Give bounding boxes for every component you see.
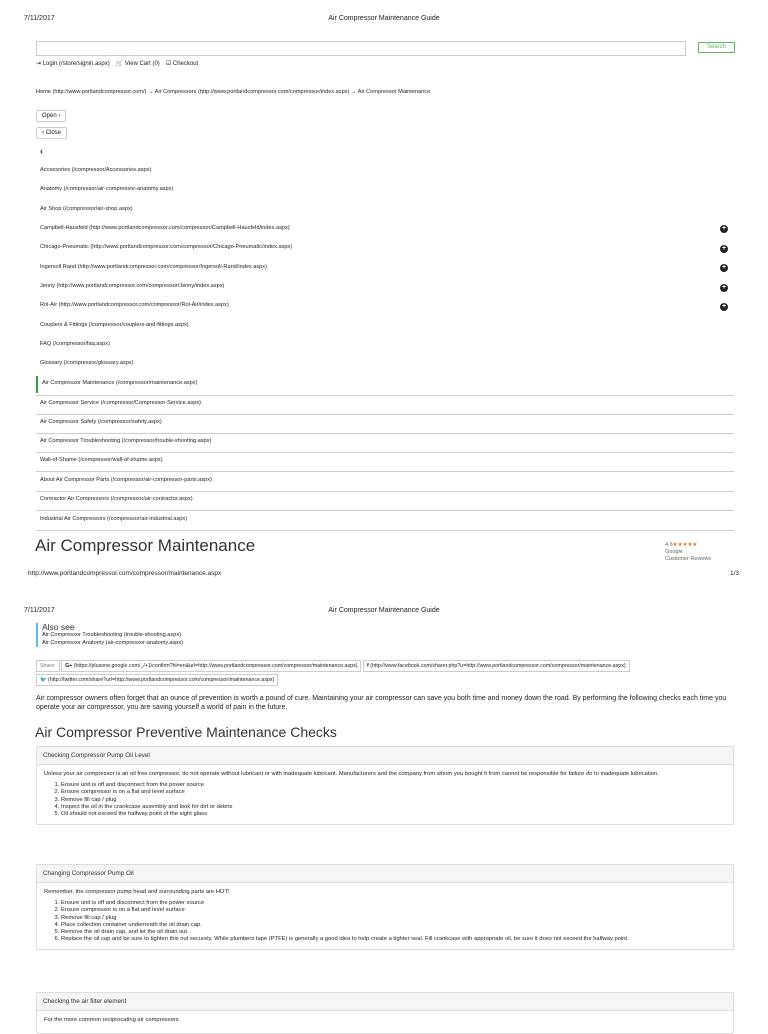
list-item: 4. Inspect the oil in the crankcase assembly and look for dirt or debris (61, 804, 726, 811)
nav-item-glossary[interactable]: Glossary (/compressor/glossary.aspx) (40, 360, 134, 366)
twitter-icon: 🐦 (40, 677, 47, 683)
also-see-link[interactable]: Air Compressor Troubleshooting (trouble-shooting.aspx) (42, 632, 181, 638)
top-links (36, 60, 198, 67)
section-heading: Air Compressor Preventive Maintenance Checks (35, 724, 337, 740)
google-plus-icon: G+ (65, 663, 73, 669)
list-item: 1. Ensure unit is off and disconnect from the power source (61, 900, 726, 907)
nav-item-contractor[interactable]: Contractor Air Compressors (/compressor/air-contractor.aspx) (40, 496, 193, 502)
facebook-icon: f (366, 663, 369, 669)
panel-change-oil (36, 864, 734, 950)
nav-item-rol-air[interactable]: Rol-Air (http://www.portlandcompressor.com/compressor/Rol-Air/index.aspx) (40, 302, 229, 308)
chevron-left-icon: ‹ (42, 130, 44, 136)
search-input[interactable] (36, 41, 686, 56)
panel-title: Checking the air filter element (37, 993, 733, 1011)
expand-plus-icon[interactable]: + (721, 264, 727, 271)
back-arrow-icon[interactable]: ‹ (40, 146, 43, 156)
nav-item-anatomy[interactable]: Anatomy (/compressor/air-compressor-anatomy.aspx) (40, 186, 174, 192)
nav-item-parts[interactable]: About Air Compressor Parts (/compressor/air-compressor-parts.aspx) (40, 477, 212, 483)
list-item: 2. Ensure compressor is on a flat and level surface (61, 907, 726, 914)
list-item: 4. Place collection container underneath the oil drain cap. (61, 922, 726, 929)
google-reviews-badge[interactable]: 4.6★★★★★ Google Customer Reviews (665, 542, 712, 562)
share-bar (36, 660, 630, 686)
checkout-link[interactable]: ☑ Checkout (165, 61, 199, 67)
panel-text: For the more common reciprocating air compressors (44, 1017, 179, 1023)
divider (36, 433, 734, 434)
list-item: 3. Remove fill cap / plug (61, 797, 726, 804)
active-indicator (36, 376, 38, 393)
panel-check-oil (36, 746, 734, 825)
panel-text: Remember, the compressor pump head and surrounding parts are HOT! (44, 889, 230, 895)
divider (36, 452, 734, 453)
nav-item-air-shop[interactable]: Air Shop (/compressor/air-shop.aspx) (40, 206, 133, 212)
star-rating-icon: ★★★★★ (672, 542, 698, 548)
nav-item-faq[interactable]: FAQ (/compressor/faq.aspx) (40, 341, 110, 347)
share-google-button[interactable]: G+ (https://plusone.google.com/_/+1/confirm?hl=en&url=http://www.portlandcompressor.com/compressor/maintenance.aspx) (61, 660, 361, 672)
list-item: 2. Ensure compressor is on a flat and level surface (61, 789, 726, 796)
cart-icon: 🛒 (115, 61, 124, 67)
divider (36, 530, 734, 531)
print-date: 7/11/2017 (24, 607, 55, 614)
view-cart-link[interactable]: 🛒 View Cart (0) (115, 61, 160, 67)
login-icon: ⇥ (36, 61, 42, 67)
nav-item-maintenance[interactable]: Air Compressor Maintenance (/compressor/maintenance.aspx) (42, 380, 198, 386)
divider (36, 471, 734, 472)
panel-title: Changing Compressor Pump Oil (37, 865, 733, 883)
print-title: Air Compressor Maintenance Guide (328, 607, 440, 614)
print-date: 7/11/2017 (24, 15, 55, 22)
expand-plus-icon[interactable]: + (721, 225, 727, 232)
nav-item-chicago-pneumatic[interactable]: Chicago-Pneumatic (http://www.portlandcompressor.com/compressor/Chicago-Pneumatic/index.aspx) (40, 244, 293, 250)
share-twitter-button[interactable]: 🐦 (http://twitter.com/share?url=http://www.portlandcompressor.com/compressor/maintenance.aspx) (36, 674, 278, 686)
divider (36, 395, 734, 396)
steps-list (44, 782, 726, 818)
breadcrumb[interactable]: Home (http://www.portlandcompressor.com/) → Air Compressors (http://www.portlandcompressor.com/compressor/index.aspx) → Air Compressor Maintenance (36, 89, 431, 95)
list-item: 3. Remove fill cap / plug (61, 915, 726, 922)
list-item: 6. Replace the oil cap and be sure to tighten this nut securely. While plumbers tape (PTFE) is generally a good idea to help create a tighter seal. Fill crankcase with appropriate oil, be sure it does not exceed the halfway point. (61, 936, 726, 943)
nav-item-service[interactable]: Air Compressor Service (/compressor/Compressor-Service.aspx) (40, 400, 202, 406)
expand-plus-icon[interactable]: + (721, 245, 727, 252)
footer-url: http://www.portlandcompressor.com/compressor/maintenance.aspx (28, 570, 222, 577)
list-item: 5. Remove the oil drain cap, and let the oil drain out. (61, 929, 726, 936)
expand-plus-icon[interactable]: + (721, 303, 727, 310)
close-button[interactable]: ‹ Close (36, 127, 67, 139)
search-button[interactable]: Search (698, 42, 735, 53)
nav-item-jenny[interactable]: Jenny (http://www.portlandcompressor.com/compressor/Jenny/index.aspx) (40, 283, 225, 289)
chevron-right-icon: › (58, 113, 61, 119)
nav-item-campbell-hausfeld[interactable]: Campbell-Hausfeld (http://www.portlandcompressor.com/compressor/Campbell-Hausfeld/index.aspx) (40, 225, 290, 231)
panel-air-filter (36, 992, 734, 1034)
list-item: 1. Ensure unit is off and disconnect from the power source (61, 782, 726, 789)
panel-text: Unless your air compressor is an oil free compressor, do not operate without lubricant or with inadequate lubricant. Manufacturers and the company from whom you bought it from cannot be responsible for failure do to inadequate lubrication. (44, 771, 659, 777)
share-label: Share: (36, 660, 60, 672)
print-title: Air Compressor Maintenance Guide (328, 15, 440, 22)
also-see-link[interactable]: Air Compressor Anatomy (air-compressor-anatomy.aspx) (42, 640, 184, 646)
also-see-title: Also see (42, 622, 75, 632)
expand-plus-icon[interactable]: + (721, 284, 727, 291)
login-link[interactable]: ⇥ Login (/store/signin.aspx) (36, 61, 110, 67)
intro-paragraph: Air compressor owners often forget that an ounce of prevention is worth a pound of cure. Maintaining your air compressor can save you both time and money down the road. By performing the following checks each time you operate your air compressor, you are saving yourself a world of pain in the future. (36, 695, 727, 711)
open-button[interactable]: Open › (36, 110, 66, 122)
divider (36, 491, 734, 492)
nav-item-ingersoll-rand[interactable]: Ingersoll Rand (http://www.portlandcompressor.com/compressor/Ingersoll-Rand/index.aspx) (40, 264, 267, 270)
share-facebook-button[interactable]: f (http://www.facebook.com/sharer.php?u=http://www.portlandcompressor.com/compressor/maintenance.aspx) (363, 660, 630, 672)
nav-item-safety[interactable]: Air Compressor Safety (/compressor/safety.aspx) (40, 419, 162, 425)
page-number: 1/3 (730, 570, 740, 577)
nav-item-troubleshooting[interactable]: Air Compressor Troubleshooting (/compressor/trouble-shooting.aspx) (40, 438, 212, 444)
nav-item-couplers-fittings[interactable]: Couplers & Fittings (/compressor/couplers-and-fittings.aspx) (40, 322, 189, 328)
nav-item-wall-of-shame[interactable]: Wall-of-Shame (/compressor/wall-of-shame.aspx) (40, 457, 163, 463)
checkbox-icon: ☑ (165, 61, 172, 67)
page-title: Air Compressor Maintenance (35, 536, 256, 555)
divider (36, 510, 734, 511)
panel-title: Checking Compressor Pump Oil Level (37, 747, 733, 765)
steps-list (44, 900, 726, 943)
nav-item-industrial[interactable]: Industrial Air Compressors (/compressor/air-industrial.aspx) (40, 516, 188, 522)
nav-item-accessories[interactable]: Accessories (/compressor/Accessories.aspx) (40, 167, 152, 173)
also-see-box (36, 623, 183, 647)
list-item: 5. Oil should not exceed the halfway point of the sight glass (61, 811, 726, 818)
divider (36, 414, 734, 415)
